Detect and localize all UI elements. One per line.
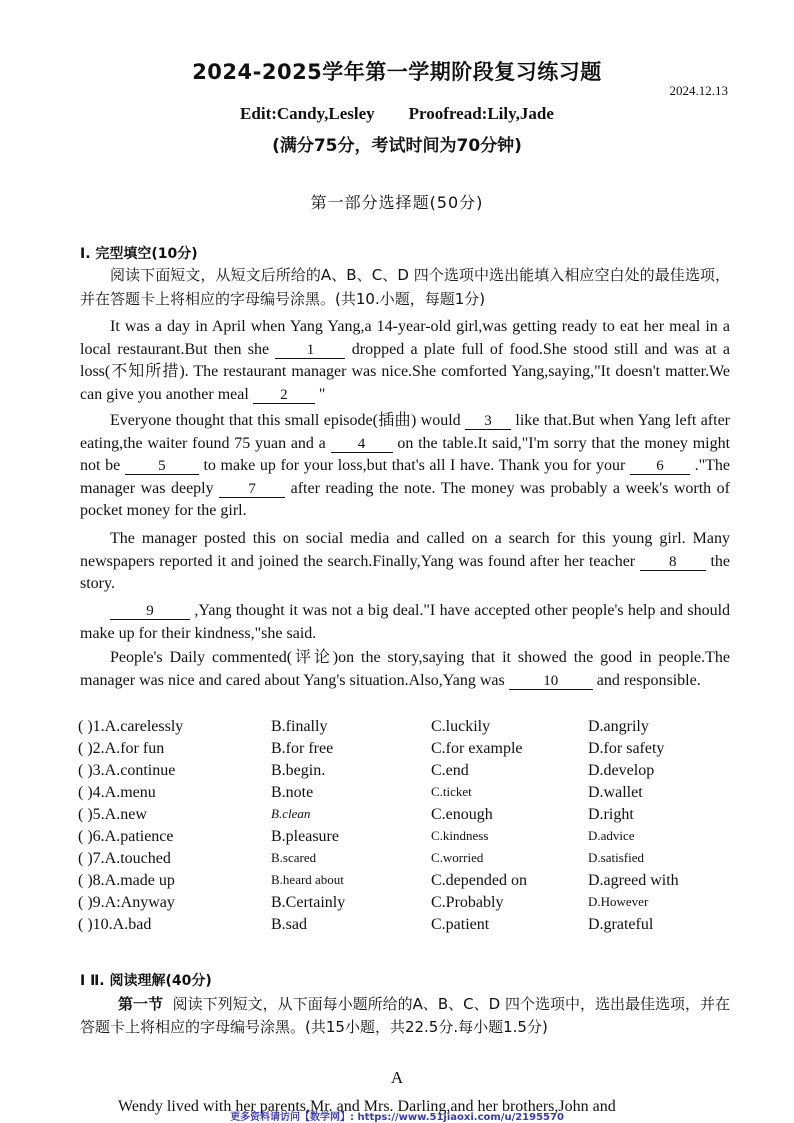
option-d-5: D.right [588,806,634,823]
passage-paragraph-4 [80,600,730,645]
blank-5: 5 [125,458,199,475]
passage-paragraph-1 [80,316,730,406]
section-cloze-heading: I. 完型填空(10分) [80,246,198,262]
option-b-7: B.scared [271,850,317,865]
part-one-title: 第一部分选择题(50分) [310,193,484,212]
paragraph-text: ,Yang thought it was not a big deal."I have accepted other people's help and should make up for their kindness,"she said. [80,602,731,642]
paragraph-text: " [318,385,326,403]
option-d-1: D.angrily [588,718,649,735]
option-b-8: B.heard about [271,872,344,887]
option-q-4: ( )4.A.menu [78,784,156,801]
option-b-5: B.clean [271,806,311,821]
paragraph-text: after reading the note. The money was probably a week's worth of pocket money for the girl. [80,479,730,519]
option-c-3: C.end [431,762,469,779]
paragraph-text: on the table.It said,"I'm sorry that the money might not be [80,434,731,474]
option-c-1: C.luckily [431,718,491,735]
paragraph-text: to make up for your loss,but that's all I have. Thank you for your [203,457,626,474]
option-b-9: B.Certainly [271,894,346,911]
option-row-10 [78,916,738,938]
option-b-6: B.pleasure [271,828,339,845]
blank-9: 9 [110,603,190,620]
editors-line [0,104,794,124]
option-d-6: D.advice [588,828,635,843]
option-q-1: ( )1.A.carelessly [78,718,184,735]
option-b-1: B.finally [271,718,328,735]
option-q-5: ( )5.A.new [78,806,147,823]
option-c-10: C.patient [431,916,490,933]
option-c-6: C.kindness [431,828,489,843]
option-d-7: D.satisfied [588,850,644,865]
option-row-3 [78,762,738,784]
passage-letter: A [390,1068,404,1087]
option-q-7: ( )7.A.touched [78,850,171,867]
option-row-2 [78,740,738,762]
option-row-1 [78,718,738,740]
paragraph-text: The manager posted this on social media and called on a search for this young girl. Many newspapers reported it and joined the search.Finally,Yang was found after her teacher [80,530,730,570]
blank-6: 6 [630,458,690,475]
option-q-10: ( )10.A.bad [78,916,152,933]
paragraph-text: Everyone thought that this small episode(插曲) would [110,412,461,429]
option-b-2: B.for free [271,740,334,757]
option-row-9 [78,894,738,916]
blank-2: 2 [253,387,315,404]
option-d-8: D.agreed with [588,872,679,889]
option-row-6 [78,828,738,850]
reading-instructions-text: 阅读下列短文，从下面每小题所给的A、B、C、D 四个选项中，选出最佳选项，并在答题卡上将相应的字母编号涂黑。(共15小题，共22.5分.每小题1.5分) [80,995,730,1036]
passage-a-first-line: Wendy lived with her parents,Mr. and Mrs. Darling,and her brothers,John and [118,1098,616,1115]
option-c-4: C.ticket [431,784,472,799]
option-c-9: C.Probably [431,894,504,911]
paragraph-text: It was a day in April when Yang Yang,a 14-year-old girl,was getting ready to eat her meal in a local restaurant.But then she [80,318,730,358]
option-b-3: B.begin. [271,762,326,779]
paragraph-text: dropped a plate full of food.She stood still and was at a loss(不知所措). The restaurant manager was nice.She comforted Yang,saying,"It doesn't matter.We can give you another meal [80,340,731,403]
option-row-4 [78,784,738,806]
exam-title: 2024-2025学年第一学期阶段复习练习题 [192,60,602,84]
option-d-4: D.wallet [588,784,643,801]
section-cloze-instructions: 阅读下面短文，从短文后所给的A、B、C、D 四个选项中选出能填入相应空白处的最佳选项，并在答题卡上将相应的字母编号涂黑。(共10.小题，每题1分) [80,266,730,308]
option-row-8 [78,872,738,894]
reading-sub-label: 第一节 [118,995,164,1013]
edit-credit: Edit:Candy,Lesley [240,104,375,123]
passage-paragraph-5 [80,647,730,692]
paragraph-text: ."The manager was deeply [80,457,731,497]
paragraph-text: People's Daily commented(评论)on the story,saying that it showed the good in people.The manager was nice and cared about Yang's situation.Also,Yang was [80,649,730,689]
proofread-credit: Proofread:Lily,Jade [408,104,554,123]
option-b-4: B.note [271,784,314,801]
option-d-10: D.grateful [588,916,654,933]
option-q-2: ( )2.A.for fun [78,740,165,757]
blank-10: 10 [509,673,593,690]
option-d-3: D.develop [588,762,655,779]
paragraph-text: like that.But when Yang left after eating,the waiter found 75 yuan and a [80,412,731,452]
exam-date: 2024.12.13 [669,83,728,98]
section-reading-heading: I Ⅱ. 阅读理解(40分) [80,973,212,989]
option-c-7: C.worried [431,850,484,865]
paragraph-text: the story. [80,552,731,592]
blank-7: 7 [219,481,285,498]
section-reading-instructions [80,993,730,1039]
blank-3: 3 [465,413,511,430]
option-q-8: ( )8.A.made up [78,872,175,889]
blank-1: 1 [275,342,345,359]
option-q-9: ( )9.A:Anyway [78,894,175,911]
option-row-5 [78,806,738,828]
option-row-7 [78,850,738,872]
option-d-9: D.However [588,894,649,909]
score-note: (满分75分，考试时间为70分钟) [272,136,522,156]
blank-4: 4 [331,436,393,453]
option-q-3: ( )3.A.continue [78,762,176,779]
cloze-options-table [78,718,738,938]
option-d-2: D.for safety [588,740,665,757]
footer-watermark: 更多资料请访问【数学网】: https://www.51jiaoxi.com/u/2195570 [230,1112,564,1123]
option-q-6: ( )6.A.patience [78,828,174,845]
passage-paragraph-3 [80,528,730,596]
paragraph-text: and responsible. [596,671,701,689]
option-c-8: C.depended on [431,872,527,889]
option-c-5: C.enough [431,806,493,823]
passage-paragraph-2 [80,410,730,523]
blank-8: 8 [640,554,706,571]
option-b-10: B.sad [271,916,307,933]
option-c-2: C.for example [431,740,523,757]
